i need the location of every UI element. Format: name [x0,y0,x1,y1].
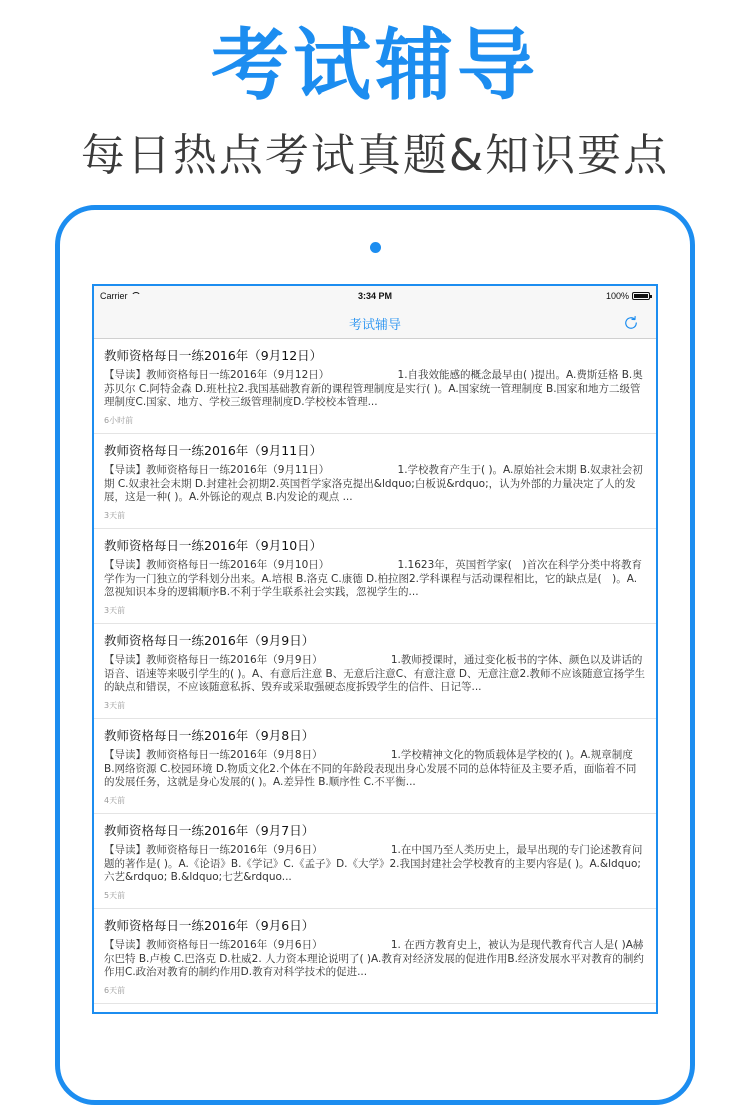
article-time: 5天前 [104,891,126,900]
article-item[interactable] [94,339,656,434]
article-title: 教师资格每日一练2016年（9月6日） [104,918,315,933]
hero-subtitle: 每日热点考试真题&知识要点 [80,130,670,181]
status-bar [94,286,656,308]
article-title: 教师资格每日一练2016年（9月10日） [104,538,323,553]
article-title: 教师资格每日一练2016年（9月8日） [104,728,315,743]
article-summary: 【导读】教师资格每日一练2016年（9月9日） 1.教师授课时，通过变化板书的字体、颜色以及讲话的语音、语速等来吸引学生的( )。A、有意后注意 B、无意后注意C、有意注意 D、无意注意2.教师不应该随意宣扬学生的缺点和错误，不应该随意私拆、毁弃或采取强硬态度拆毁学生的信件、日记等... [104,654,646,694]
hero-title: 考试辅导 [210,21,539,111]
battery-icon [632,292,650,300]
article-summary: 【导读】教师资格每日一练2016年（9月6日） 1. 在西方教育史上，被认为是现代教育代言人是( )A赫尔巴特 B.卢梭 C.巴洛克 D.杜威2. 人力资本理论说明了( )A.教育对经济发展的促进作用B.经济发展水平对教育的制约作用C.政治对教育的制约作用D.教育对科学技术的促进... [104,939,644,979]
refresh-icon[interactable] [622,314,640,332]
article-summary: 【导读】教师资格每日一练2016年（9月8日） 1.学校精神文化的物质载体是学校的( )。A.规章制度 B.网络资源 C.校园环境 D.物质文化2.个体在不同的年龄段表现出身心发展不同的总体特征及主要矛盾，面临着不同的发展任务，这就是身心发展的( )。A.差异性 B.顺序性 C.不平衡... [104,749,637,789]
article-title: 教师资格每日一练2016年（9月11日） [104,443,323,458]
article-time: 6天前 [104,986,126,995]
status-right [606,291,650,301]
article-summary: 【导读】教师资格每日一练2016年（9月10日） 1.1623年，英国哲学家( )首次在科学分类中将教育学作为一门独立的学科划分出来。A.培根 B.洛克 C.康德 D.柏拉图2.学科课程与活动课程相比，它的缺点是( )。A.忽视知识本身的逻辑顺序B.不利于学生联系社会实践，忽视学生的... [104,559,642,599]
article-time: 3天前 [104,511,126,520]
article-time: 4天前 [104,796,126,805]
nav-bar [94,308,656,339]
nav-title: 考试辅导 [348,318,401,333]
article-item[interactable] [94,434,656,529]
article-item[interactable] [94,909,656,1004]
article-title: 教师资格每日一练2016年（9月12日） [104,348,323,363]
status-time: 3:34 PM [357,291,392,301]
app-screen [92,284,658,1014]
battery-percent: 100% [605,291,629,301]
article-summary: 【导读】教师资格每日一练2016年（9月11日） 1.学校教育产生于( )。A.原始社会末期 B.奴隶社会初期 C.奴隶社会末期 D.封建社会初期2.英国哲学家洛克提出&ldquo;白板说&rdquo;，认为外部的力量决定了人的发展，这是一种( )。A.外铄论的观点 B.内发论的观点 ... [104,464,643,504]
article-time: 3天前 [104,606,126,615]
article-summary: 【导读】教师资格每日一练2016年（9月12日） 1.自我效能感的概念最早由( )提出。A.费斯廷格 B.奥苏贝尔 C.阿特金森 D.班杜拉2.我国基础教育新的课程管理制度是实行( )。A.国家统一管理制度 B.国家和地方二级管理制度C.国家、地方、学校三级管理制度D.学校校本管理... [104,369,643,409]
article-time: 6小时前 [104,416,134,425]
article-item[interactable] [94,719,656,814]
article-item[interactable] [94,529,656,624]
article-time: 3天前 [104,701,126,710]
article-summary: 【导读】教师资格每日一练2016年（9月6日） 1.在中国乃至人类历史上，最早出现的专门论述教育问题的著作是( )。A.《论语》B.《学记》C.《孟子》D.《大学》2.我国封建社会学校教育的主要内容是( )。A.&ldquo;六艺&rdquo; B.&ldquo;七艺&rdquo... [104,844,643,884]
article-title: 教师资格每日一练2016年（9月7日） [104,823,315,838]
article-item[interactable] [94,624,656,719]
carrier-label: Carrier [100,291,128,301]
article-title: 教师资格每日一练2016年（9月9日） [104,633,315,648]
article-item[interactable] [94,814,656,909]
tablet-camera [370,242,381,253]
article-list [94,339,656,1004]
